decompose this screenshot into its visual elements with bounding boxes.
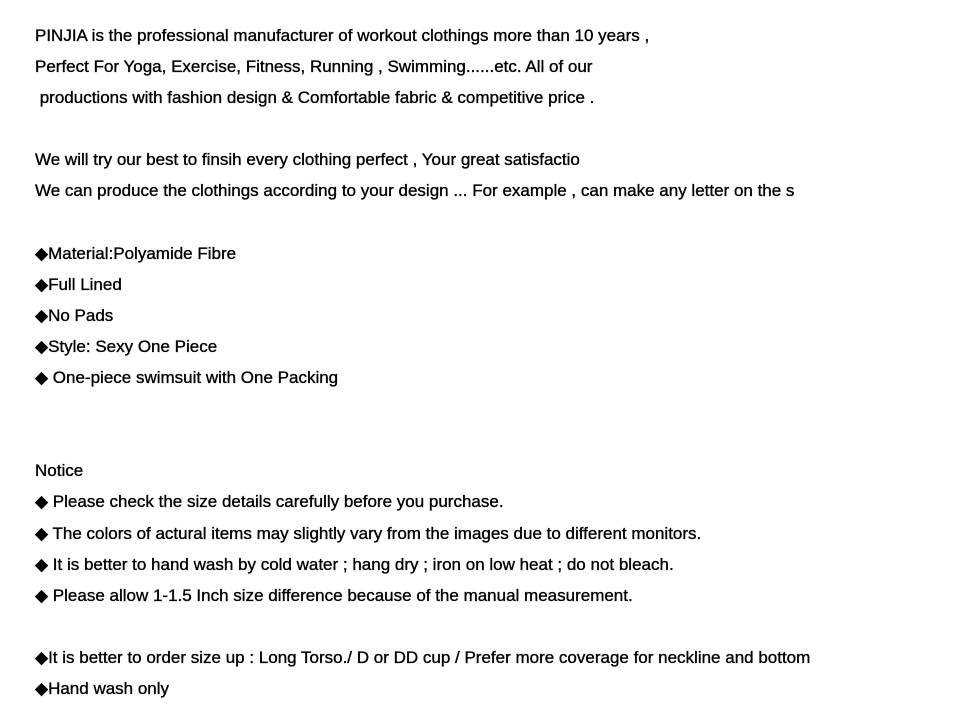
tip-hand-wash: ◆Hand wash only bbox=[35, 678, 170, 698]
spacer bbox=[35, 424, 955, 455]
spacer bbox=[35, 393, 955, 424]
feature-lining: ◆Full Lined bbox=[35, 274, 122, 294]
product-description bbox=[35, 20, 955, 704]
intro-line-1: PINJIA is the professional manufacturer of workout clothings more than 10 years , bbox=[35, 26, 650, 45]
intro-line-2: Perfect For Yoga, Exercise, Fitness, Running , Swimming......etc. All of our bbox=[35, 57, 593, 77]
notice-item-measurement: ◆ Please allow 1-1.5 Inch size difference because of the manual measurement. bbox=[35, 585, 633, 605]
spacer bbox=[35, 113, 955, 144]
spacer bbox=[35, 207, 955, 238]
notice-item-colors: ◆ The colors of actural items may slightly vary from the images due to different monitors. bbox=[35, 523, 702, 543]
feature-packing: ◆ One-piece swimsuit with One Packing bbox=[35, 368, 339, 388]
notice-heading: Notice bbox=[35, 461, 84, 481]
notice-item-care: ◆ It is better to hand wash by cold water ; hang dry ; iron on low heat ; do not bleach. bbox=[35, 554, 674, 574]
tip-size-up: ◆It is better to order size up : Long Torso./ D or DD cup / Prefer more coverage for neckline and bottom bbox=[35, 647, 811, 667]
promise-line-1: We will try our best to finsih every clothing perfect , Your great satisfactio bbox=[35, 150, 580, 170]
feature-style: ◆Style: Sexy One Piece bbox=[35, 336, 218, 356]
spacer bbox=[35, 611, 955, 642]
promise-line-2: We can produce the clothings according to your design ... For example , can make any letter on the s bbox=[35, 181, 795, 201]
feature-pads: ◆No Pads bbox=[35, 305, 114, 325]
intro-line-3: productions with fashion design & Comfortable fabric & competitive price . bbox=[35, 88, 595, 108]
feature-material: ◆Material:Polyamide Fibre bbox=[35, 243, 237, 263]
notice-item-size: ◆ Please check the size details carefully before you purchase. bbox=[35, 492, 504, 512]
